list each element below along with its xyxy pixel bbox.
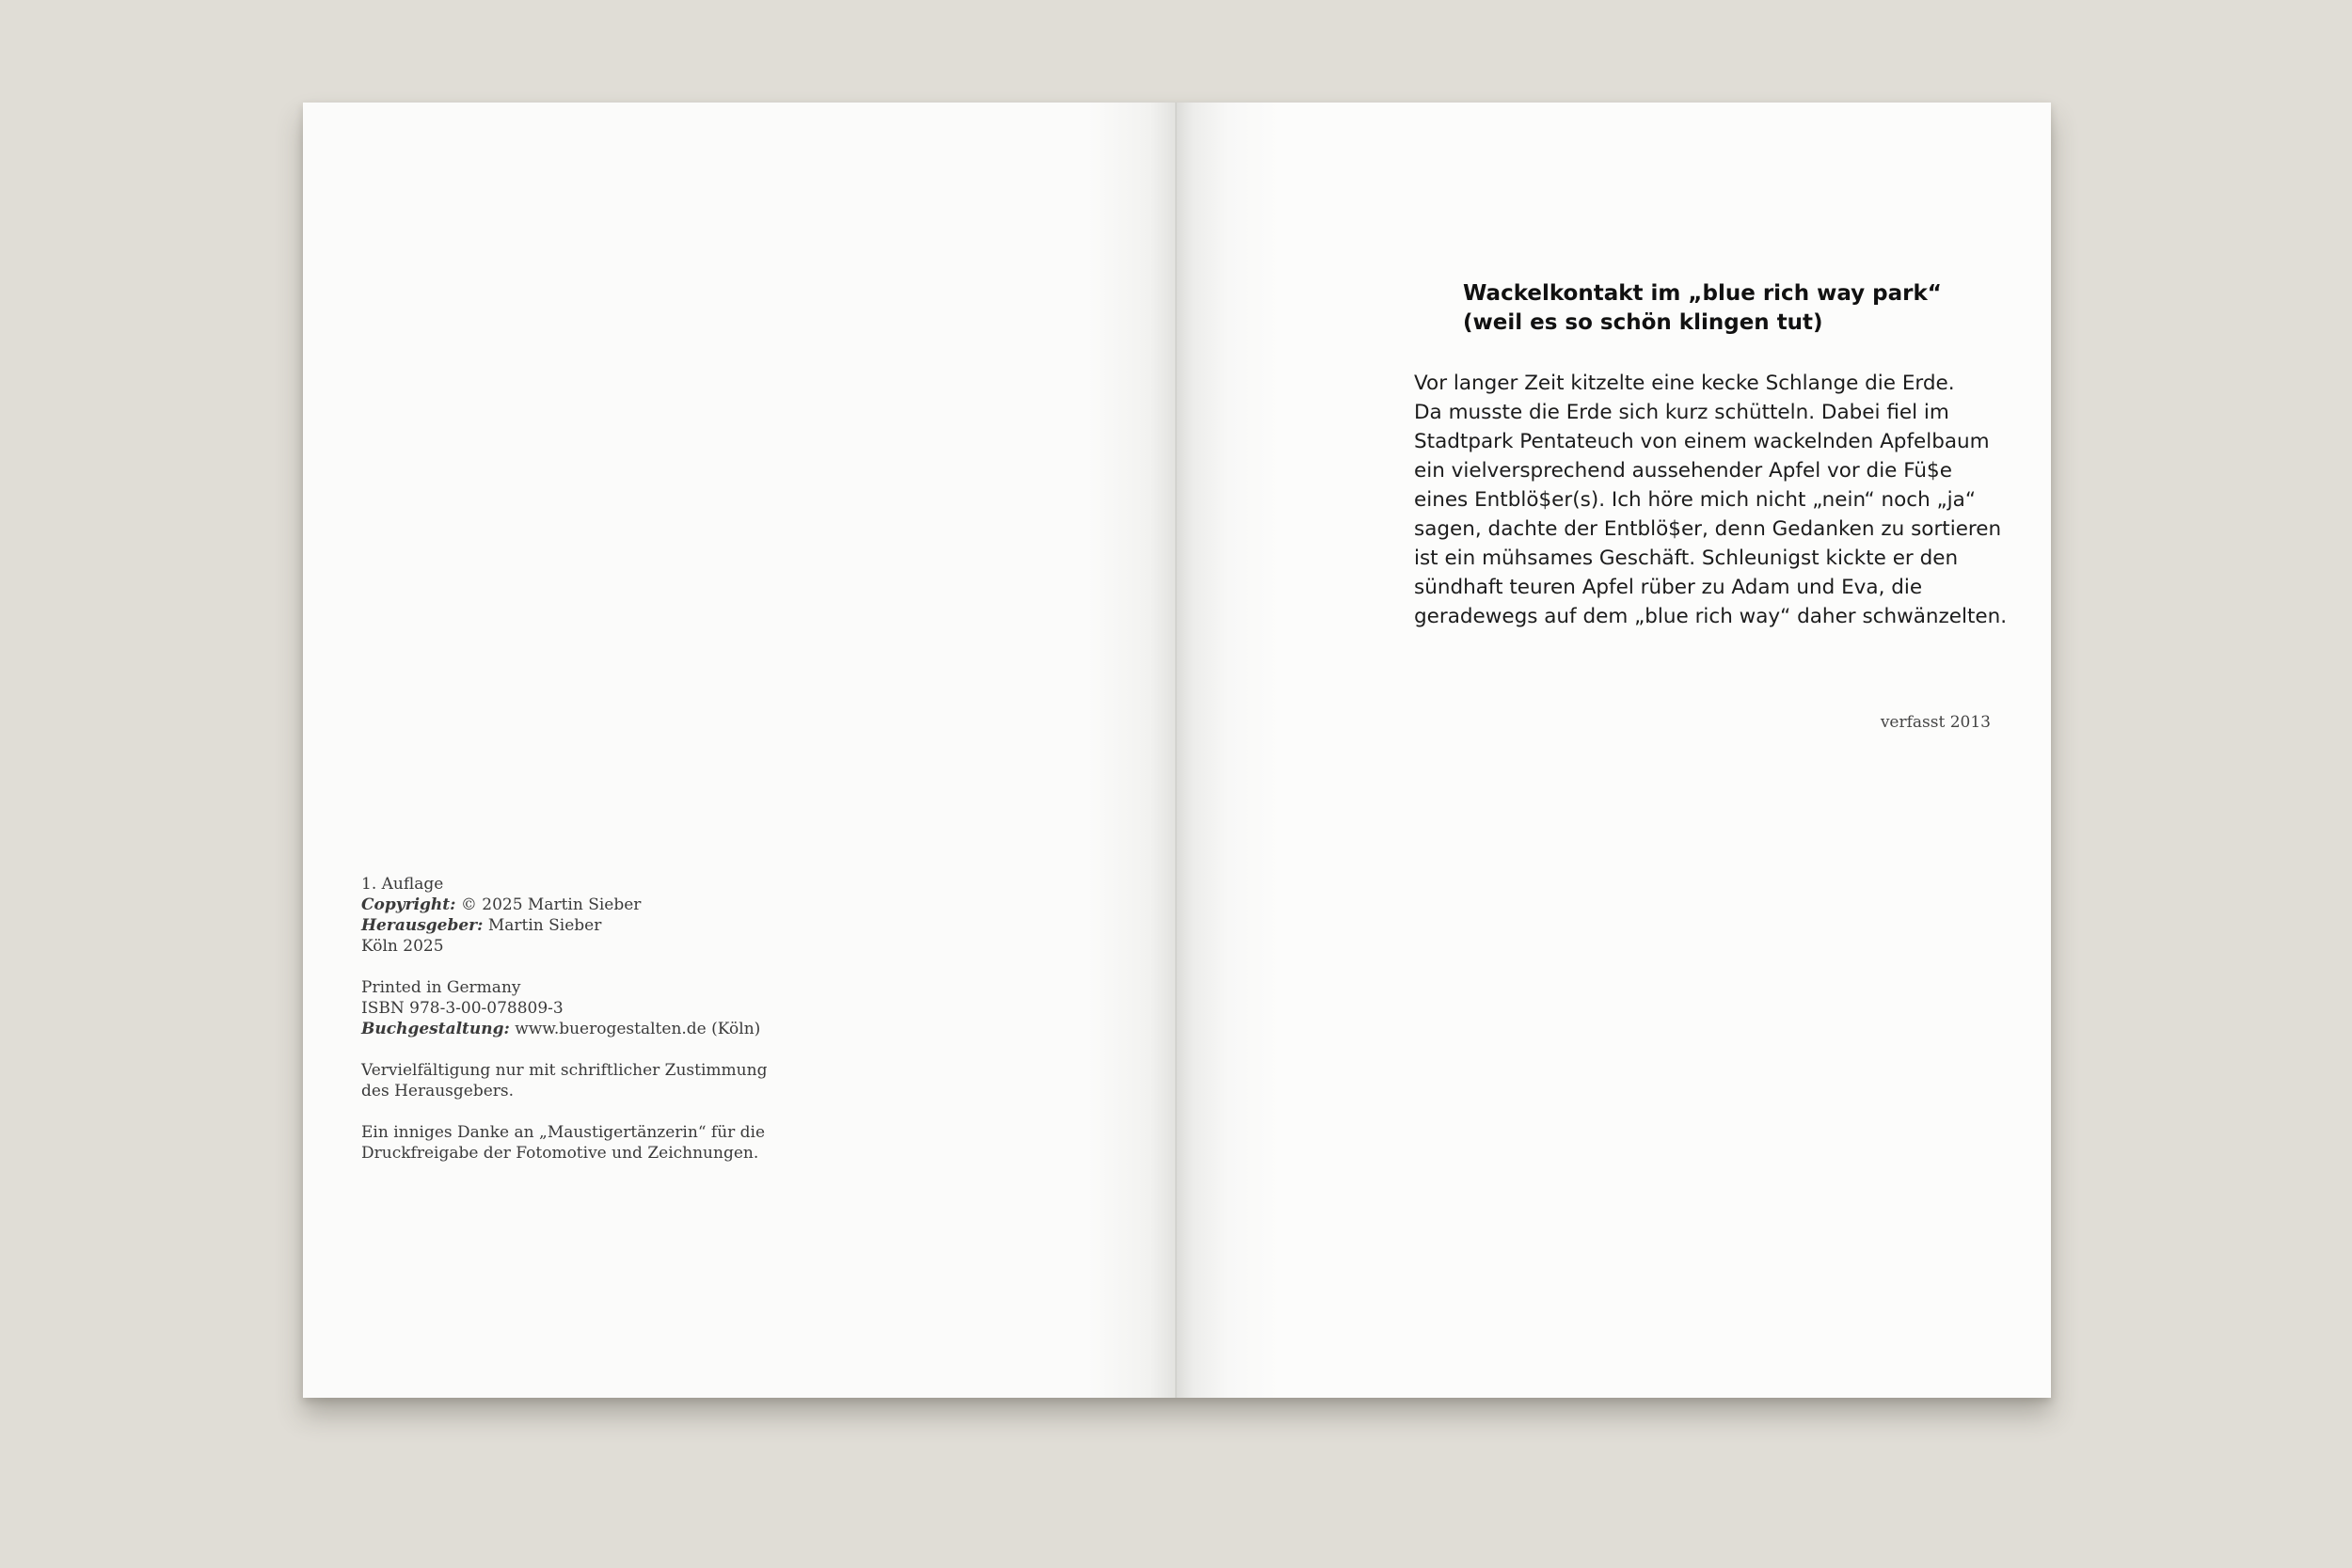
copyright-value: © 2025 Martin Sieber xyxy=(460,895,642,914)
reproduction-line-2: des Herausgebers. xyxy=(361,1082,515,1101)
copyright-line xyxy=(361,895,850,915)
isbn: ISBN 978-3-00-078809-3 xyxy=(361,999,564,1018)
imprint-block xyxy=(361,874,850,1164)
design-value: www.buerogestalten.de (Köln) xyxy=(515,1020,761,1038)
copyright-label: Copyright: xyxy=(361,895,456,914)
thanks-line-2: Druckfreigabe der Fotomotive und Zeichnungen. xyxy=(361,1144,759,1163)
publisher-label: Herausgeber: xyxy=(361,916,484,935)
poem-title xyxy=(1463,279,1990,338)
body-line: sündhaft teuren Apfel rüber zu Adam und Eva, die xyxy=(1414,576,1923,599)
title-line: Wackelkontakt im „blue rich way park“ xyxy=(1463,281,1942,306)
design-line xyxy=(361,1019,850,1039)
left-page xyxy=(303,103,1176,1398)
publisher-value: Martin Sieber xyxy=(487,916,602,935)
edition: 1. Auflage xyxy=(361,875,444,894)
publisher-line xyxy=(361,915,850,936)
poem-body xyxy=(1414,369,2016,631)
body-line: geradewegs auf dem „blue rich way“ daher schwänzelten. xyxy=(1414,605,2008,628)
body-line: Vor langer Zeit kitzelte eine kecke Schlange die Erde. xyxy=(1414,372,1955,395)
written-year-note: verfasst 2013 xyxy=(1880,713,1991,732)
book-gutter xyxy=(1175,103,1177,1398)
body-line: Stadtpark Pentateuch von einem wackelnden Apfelbaum xyxy=(1414,430,1990,453)
printed-in: Printed in Germany xyxy=(361,978,521,997)
design-label: Buchgestaltung: xyxy=(361,1020,510,1038)
reproduction-line-1: Vervielfältigung nur mit schriftlicher Zustimmung xyxy=(361,1061,768,1080)
body-line: sagen, dachte der Entblö$er, denn Gedanken zu sortieren xyxy=(1414,517,2002,541)
place-year: Köln 2025 xyxy=(361,937,444,956)
thanks-line-1: Ein inniges Danke an „Maustigertänzerin“ für die xyxy=(361,1123,766,1142)
body-line: ein vielversprechend aussehender Apfel vor die Fü$e xyxy=(1414,459,1952,483)
body-line: Da musste die Erde sich kurz schütteln. Dabei fiel im xyxy=(1414,401,1949,424)
body-line: eines Entblö$er(s). Ich höre mich nicht „nein“ noch „ja“ xyxy=(1414,488,1976,512)
body-line: ist ein mühsames Geschäft. Schleunigst kickte er den xyxy=(1414,546,1959,570)
title-line: (weil es so schön klingen tut) xyxy=(1463,310,1823,335)
